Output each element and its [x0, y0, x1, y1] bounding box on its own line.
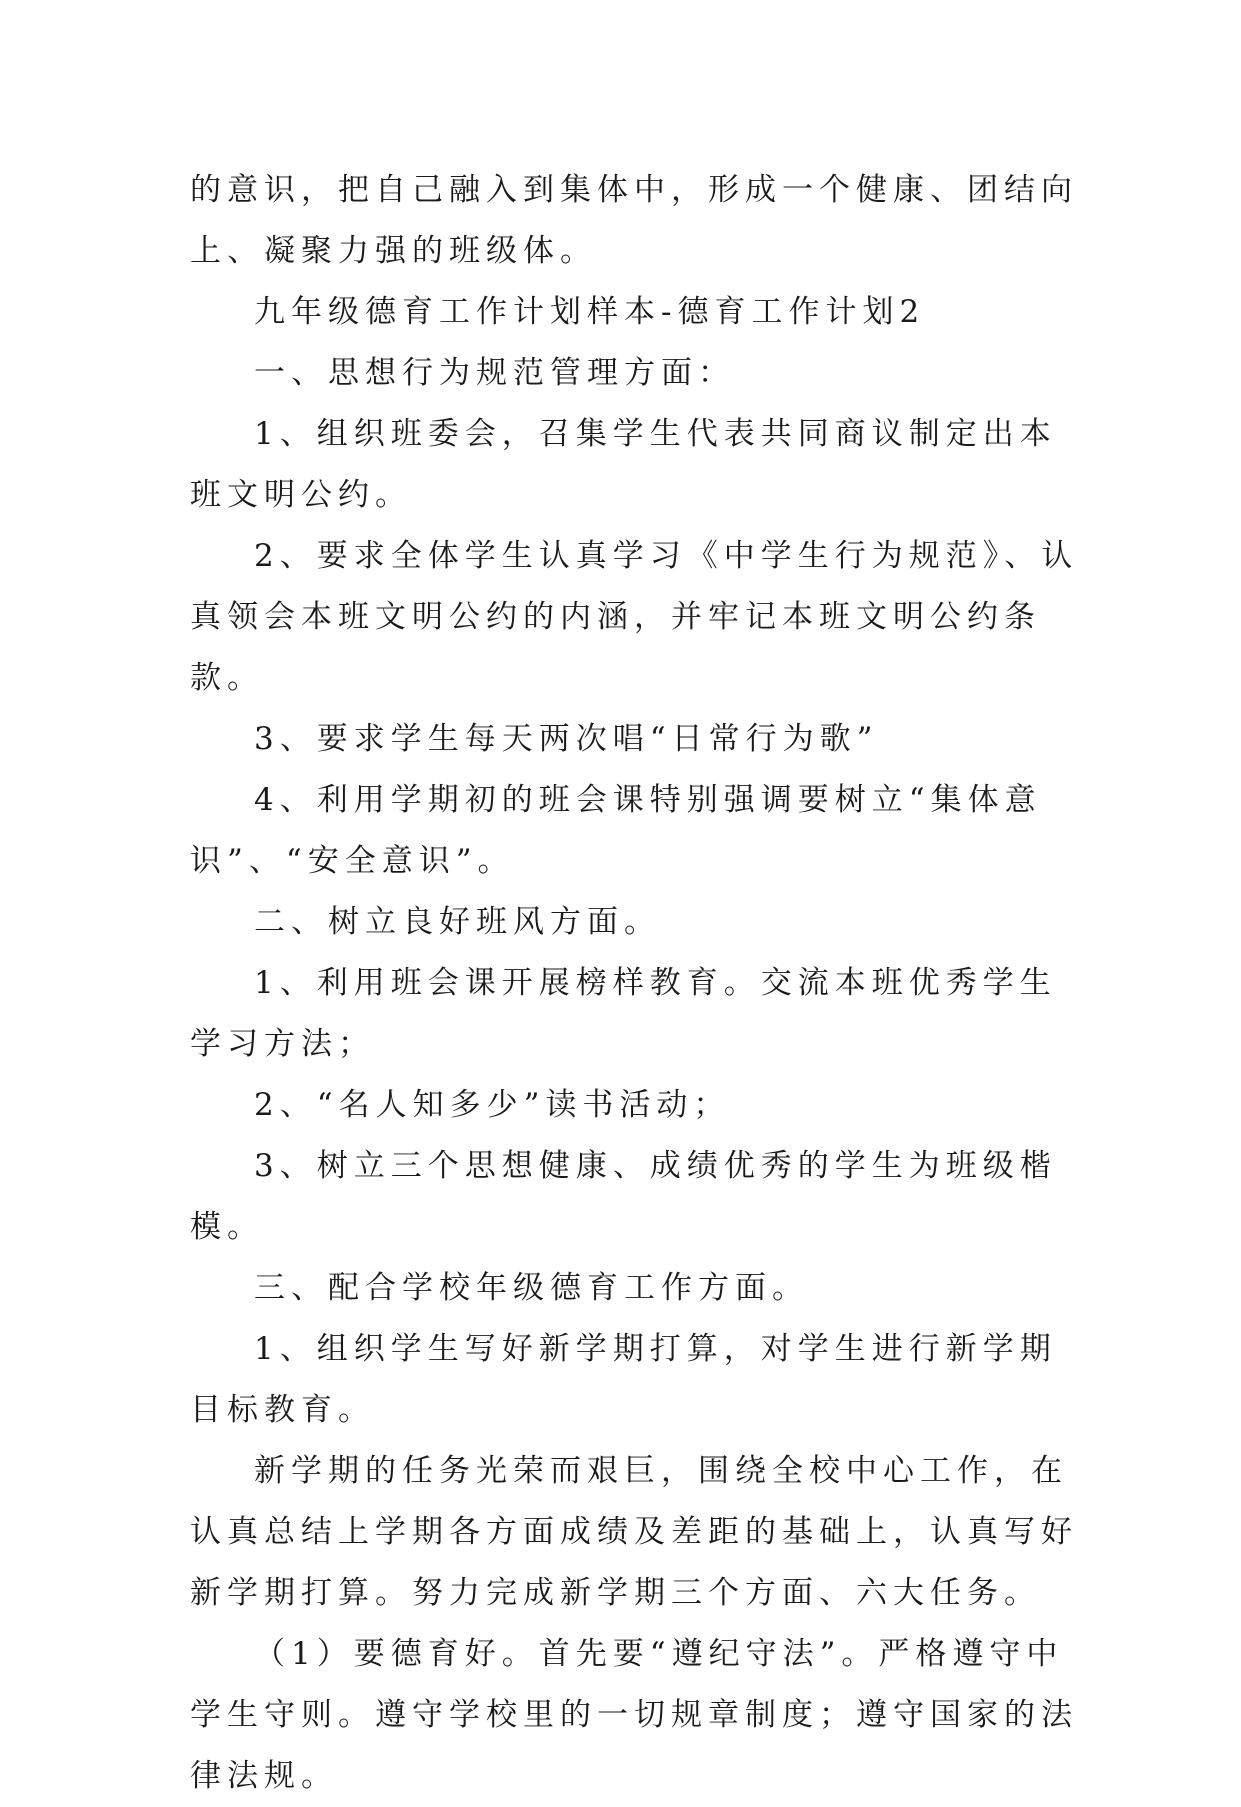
list-item: 1、组织学生写好新学期打算，对学生进行新学期目标教育。 — [190, 1331, 1057, 1428]
document-subtitle: 九年级德育工作计划样本-德育工作计划2 — [254, 294, 926, 330]
list-item: 3、要求学生每天两次唱“日常行为歌” — [254, 721, 879, 757]
list-item: 1、组织班委会，召集学生代表共同商议制定出本班文明公约。 — [190, 416, 1057, 513]
list-item: 1、利用班会课开展榜样教育。交流本班优秀学生学习方法； — [190, 965, 1057, 1062]
section-heading-2: 二、树立良好班风方面。 — [254, 904, 661, 940]
list-item: 2、要求全体学生认真学习《中学生行为规范》、认真领会本班文明公约的内涵，并牢记本班文明公约条款。 — [190, 538, 1079, 696]
document-body — [190, 160, 1090, 1807]
body-paragraph: （1）要德育好。首先要“遵纪守法”。严格遵守中学生守则。遵守学校里的一切规章制度；遵守国家的法律法规。 — [190, 1636, 1078, 1794]
list-item: 2、“名人知多少”读书活动； — [254, 1087, 731, 1123]
body-paragraph: 新学期的任务光荣而艰巨，围绕全校中心工作，在认真总结上学期各方面成绩及差距的基础上，认真写好新学期打算。努力完成新学期三个方面、六大任务。 — [190, 1453, 1078, 1611]
list-item: 3、树立三个思想健康、成绩优秀的学生为班级楷模。 — [190, 1148, 1057, 1245]
section-heading-3: 三、配合学校年级德育工作方面。 — [254, 1270, 809, 1306]
section-heading-1: 一、思想行为规范管理方面： — [254, 355, 735, 391]
list-item: 4、利用学期初的班会课特别强调要树立“集体意识”、“安全意识”。 — [190, 782, 1042, 879]
paragraph-continuation: 的意识，把自己融入到集体中，形成一个健康、团结向上、凝聚力强的班级体。 — [190, 172, 1078, 269]
